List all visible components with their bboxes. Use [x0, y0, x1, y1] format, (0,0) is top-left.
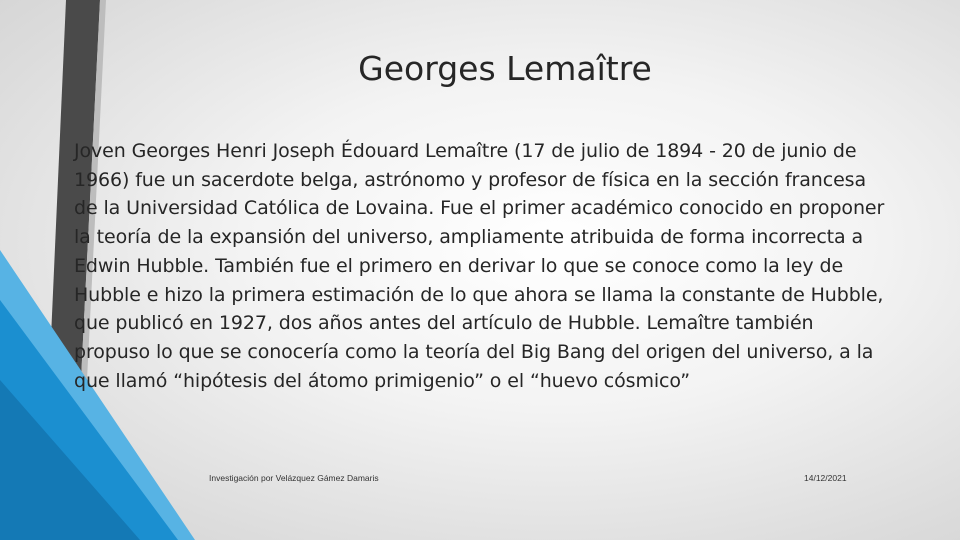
slide-title: Georges Lemaître	[358, 49, 652, 88]
footer-credit: Investigación por Velázquez Gámez Damaris	[209, 473, 379, 483]
footer-date: 14/12/2021	[804, 473, 847, 483]
slide-body-text: Joven Georges Henri Joseph Édouard Lemaître (17 de julio de 1894 - 20 de junio de 1966) fue un sacerdote belga, astrónomo y profesor de física en la sección francesa de la Universidad Católica de Lovaina. Fue el primer académico conocido en proponer la teoría de la expansión del universo, ampliamente atribuida de forma incorrecta a Edwin Hubble. También fue el primero en derivar lo que se conoce como la ley de Hubble e hizo la primera estimación de lo que ahora se llama la constante de Hubble, que publicó en 1927, dos años antes del artículo de Hubble. Lemaître también propuso lo que se conocería como la teoría del Big Bang del origen del universo, a la que llamó “hipótesis del átomo primigenio” o el “huevo cósmico”	[74, 140, 885, 392]
